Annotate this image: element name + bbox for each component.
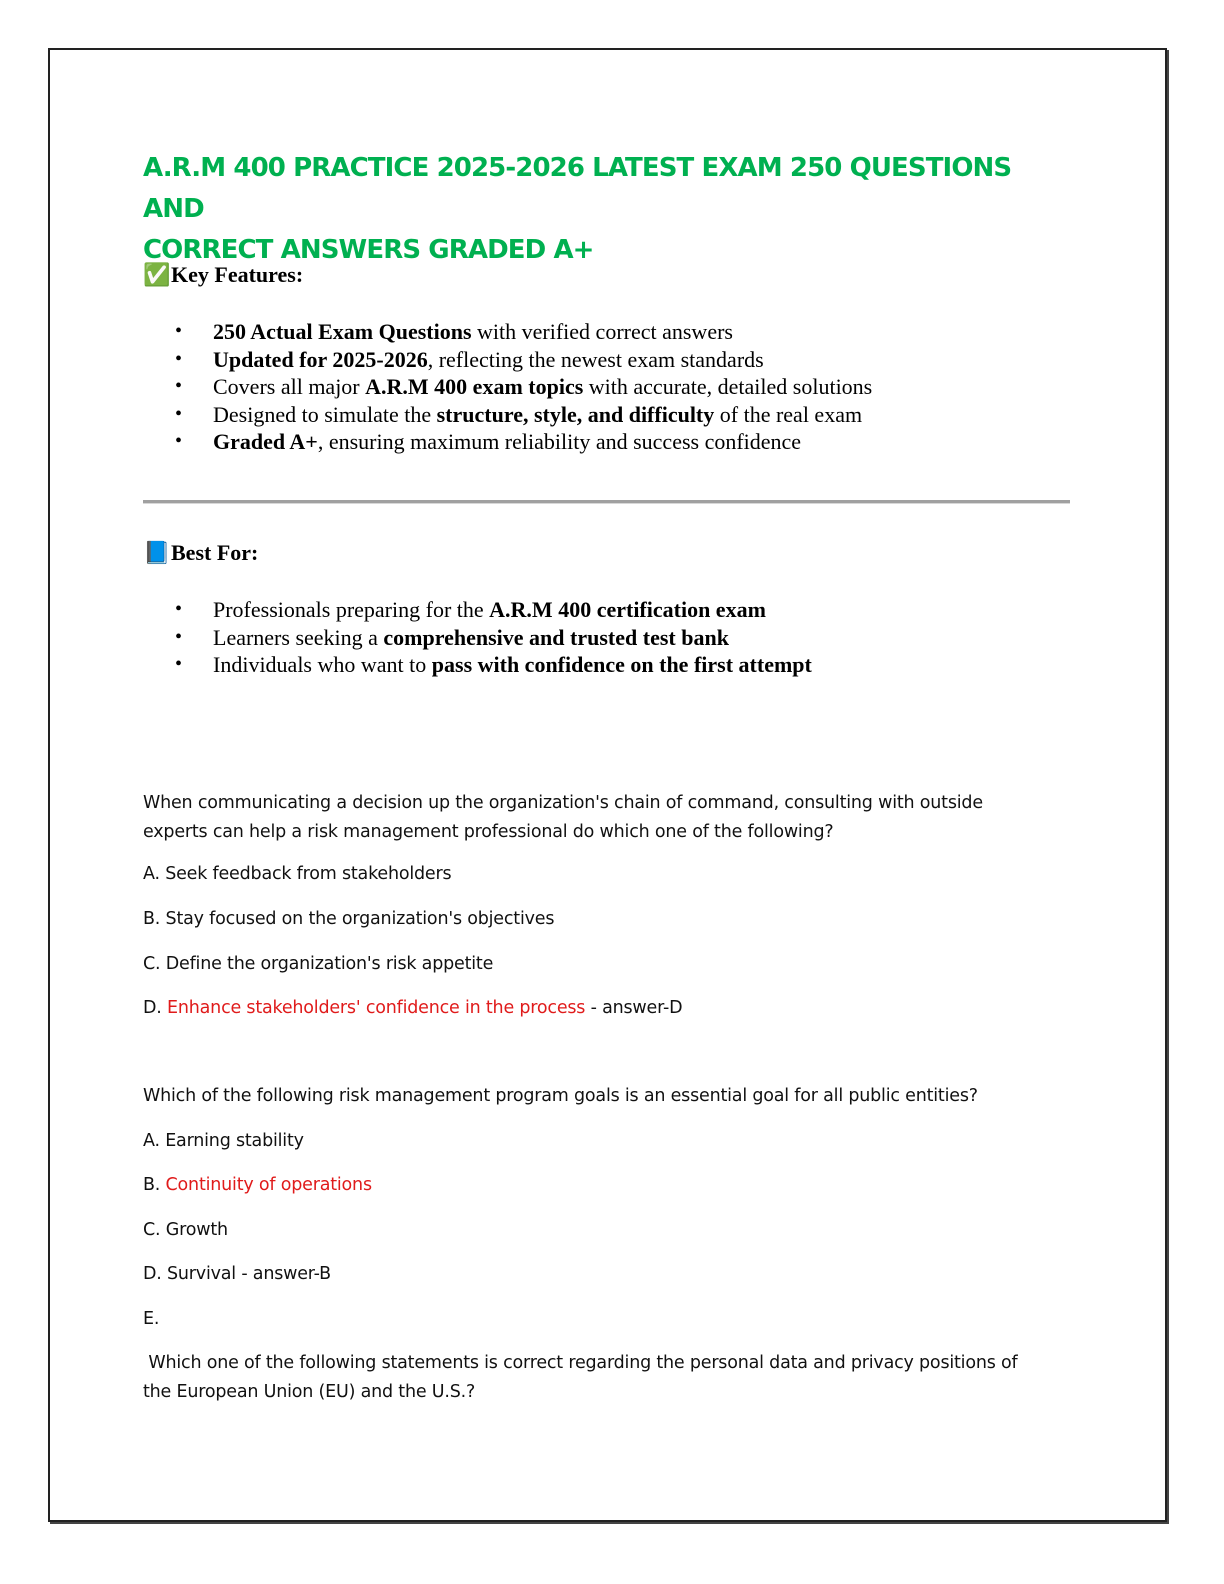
question-3-text: Which one of the following statements is correct regarding the personal data and privacy positions of the European Union (EU) and the U.S.? [143,1353,1018,1402]
question-1-option-b: B. Stay focused on the organization's objectives [143,909,555,929]
key-features-list [143,318,872,456]
list-item: • Designed to simulate the structure, style, and difficulty of the real exam [143,401,872,429]
question-2-option-a: A. Earning stability [143,1131,304,1151]
check-icon: ✅ [143,262,171,287]
list-item: • Professionals preparing for the A.R.M 400 certification exam [143,596,812,624]
correct-answer: Continuity of operations [165,1175,372,1195]
book-icon: 📘 [143,540,171,565]
list-item: • Graded A+, ensuring maximum reliability and success confidence [143,428,872,456]
correct-answer: Enhance stakeholders' confidence in the process [167,998,586,1018]
question-1-option-a: A. Seek feedback from stakeholders [143,864,452,884]
question-1-text: When communicating a decision up the organization's chain of command, consulting with outside experts can help a risk management professional do which one of the following? [143,793,983,842]
best-for-label: Best For: [171,540,259,565]
list-item: • 250 Actual Exam Questions with verified correct answers [143,318,872,346]
key-features-heading [143,262,303,288]
list-item: • Individuals who want to pass with confidence on the first attempt [143,651,812,679]
question-1-option-c: C. Define the organization's risk appetite [143,954,494,974]
question-2-text: Which of the following risk management program goals is an essential goal for all public entities? [143,1086,978,1106]
question-1-option-d: D. Enhance stakeholders' confidence in the process - answer-D [143,998,683,1018]
question-2-option-c: C. Growth [143,1220,228,1240]
key-features-label: Key Features: [171,262,304,287]
list-item: • Covers all major A.R.M 400 exam topics with accurate, detailed solutions [143,373,872,401]
question-2-option-d: D. Survival - answer-B [143,1264,331,1284]
list-item: • Updated for 2025-2026, reflecting the newest exam standards [143,346,872,374]
horizontal-rule [143,500,1070,504]
best-for-heading [143,540,258,566]
title-line-1: A.R.M 400 PRACTICE 2025-2026 LATEST EXAM 250 QUESTIONS AND [143,153,1012,224]
list-item: • Learners seeking a comprehensive and trusted test bank [143,624,812,652]
question-2-option-b: B. Continuity of operations [143,1175,372,1195]
best-for-list [143,596,812,679]
question-2-option-e: E. [143,1309,160,1329]
title-line-2: CORRECT ANSWERS GRADED A+ [143,235,594,265]
document-title [143,148,1073,271]
